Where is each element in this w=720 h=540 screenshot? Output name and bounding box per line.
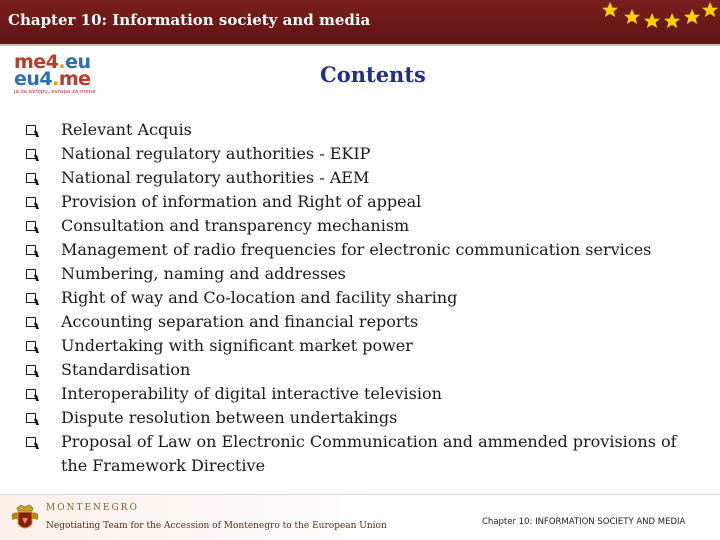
list-item	[26, 334, 706, 358]
list-item-label: Relevant Acquis	[61, 120, 192, 139]
chapter-title: Chapter 10: Information society and media	[8, 11, 371, 29]
list-item-label: Dispute resolution between undertakings	[61, 408, 398, 427]
checkbox-bullet-icon	[26, 341, 36, 351]
header-divider	[0, 44, 720, 46]
checkbox-bullet-icon	[26, 389, 36, 399]
checkbox-bullet-icon	[26, 437, 36, 447]
list-item-label: National regulatory authorities - AEM	[61, 168, 370, 187]
list-item	[26, 406, 706, 430]
list-item	[26, 430, 706, 478]
header-bar	[0, 0, 720, 44]
footer-country: MONTENEGRO	[46, 503, 139, 513]
checkbox-bullet-icon	[26, 173, 36, 183]
list-item-label: Undertaking with significant market power	[61, 336, 413, 355]
list-item	[26, 286, 706, 310]
logo-tagline: ja za evropu, evropa za mene	[14, 89, 96, 95]
checkbox-bullet-icon	[26, 317, 36, 327]
checkbox-bullet-icon	[26, 413, 36, 423]
checkbox-bullet-icon	[26, 197, 36, 207]
list-item-label: Consultation and transparency mechanism	[61, 216, 410, 235]
list-item-label: Proposal of Law on Electronic Communication and ammended provisions of the Framework Directive	[61, 432, 677, 475]
list-item	[26, 118, 706, 142]
checkbox-bullet-icon	[26, 149, 36, 159]
checkbox-bullet-icon	[26, 221, 36, 231]
list-item	[26, 190, 706, 214]
eu-stars-icon	[600, 0, 720, 44]
list-item-label: Accounting separation and financial reports	[61, 312, 419, 331]
list-item	[26, 238, 706, 262]
footer-left-panel	[0, 495, 380, 540]
page-title: Contents	[320, 62, 426, 87]
list-item	[26, 262, 706, 286]
checkbox-bullet-icon	[26, 125, 36, 135]
list-item-label: Interoperability of digital interactive television	[61, 384, 442, 403]
list-item-label: Provision of information and Right of appeal	[61, 192, 422, 211]
list-item-label: Numbering, naming and addresses	[61, 264, 346, 283]
checkbox-bullet-icon	[26, 245, 36, 255]
checkbox-bullet-icon	[26, 293, 36, 303]
checkbox-bullet-icon	[26, 269, 36, 279]
coat-of-arms-icon	[8, 502, 42, 536]
footer-team-text: Negotiating Team for the Accession of Montenegro to the European Union	[46, 521, 387, 531]
footer-chapter-label: Chapter 10: INFORMATION SOCIETY AND MEDIA	[482, 517, 686, 527]
contents-list	[26, 118, 706, 478]
list-item	[26, 310, 706, 334]
list-item-label: National regulatory authorities - EKIP	[61, 144, 371, 163]
me4eu-logo: me4.eu eu4.me ja za evropu, evropa za mene	[14, 54, 114, 98]
list-item	[26, 166, 706, 190]
list-item-label: Standardisation	[61, 360, 191, 379]
list-item-label: Management of radio frequencies for electronic communication services	[61, 240, 652, 259]
list-item-label: Right of way and Co-location and facility sharing	[61, 288, 458, 307]
list-item	[26, 142, 706, 166]
list-item	[26, 358, 706, 382]
list-item	[26, 382, 706, 406]
checkbox-bullet-icon	[26, 365, 36, 375]
list-item	[26, 214, 706, 238]
